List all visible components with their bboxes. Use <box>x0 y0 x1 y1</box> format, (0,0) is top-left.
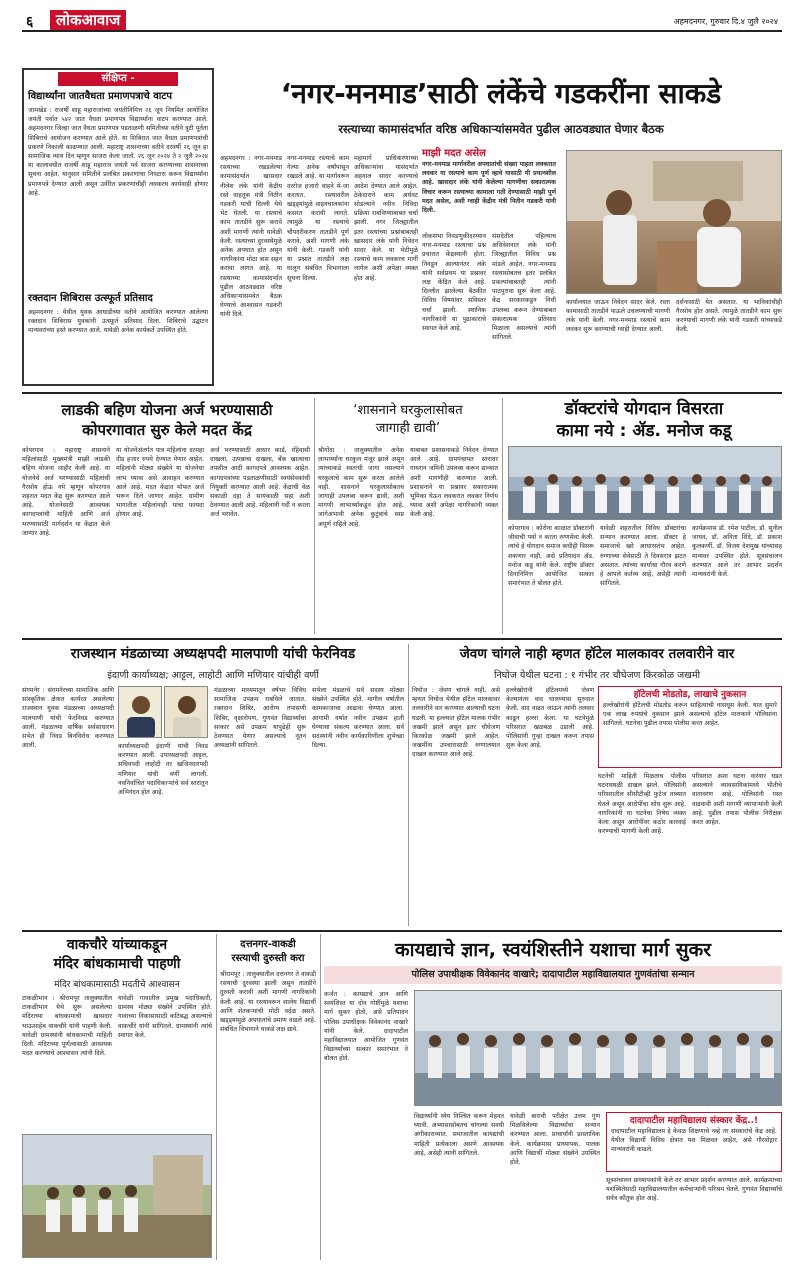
rajasthan-col3: मंडळाच्या माध्यमातून वर्षभर विविध सामाजिक उपक्रम राबविले जातात. रक्तदान शिबिर, आरोग्य तपासणी शिबिर, वृक्षारोपण, गुणवंत विद्यार्थ्यांचा सत्कार असे उपक्रम यापुढेही सुरू ठेवण्यात येणार असल्याचे नूतन अध्यक्षांनी सांगितले. <box>214 687 306 750</box>
page-number: ६ <box>26 14 34 30</box>
lead-quote-label: माझी मदत असेल <box>422 148 486 159</box>
divider <box>22 392 782 394</box>
lead-caption-right: दर्शनासाठी येत असतात. या भाविकांचीही गैरसोय होत असते. त्यामुळे तातडीने काम सुरू करण्याची मागणी लंके यांनी गडकरी यांच्याकडे केली. <box>676 299 782 333</box>
doctor-col3: कार्यक्रमास डॉ. रमेश पाटील, डॉ. सुनील जाधव, डॉ. अनिता शिंदे, डॉ. प्रकाश कुलकर्णी, डॉ. विजय देशमुख यांच्यासह मान्यवर उपस्थित होते. सूत्रसंचालन करण्यात आले तर आभार प्रदर्शन मान्यवरांनी केले. <box>692 525 782 579</box>
rajasthan-col2: कार्याध्यक्षपदी इंदाणी यांची निवड करण्यात आली. उपाध्यक्षपदी आट्टल, सचिवपदी लाहोटी तर खजिनदारपदी मणियार यांची वर्णी लागली. नवनिर्वाचित पदाधिकाऱ्यांचे सर्व स्तरातून अभिनंदन होत आहे. <box>118 743 208 797</box>
doctor-col1: कोपरगाव : कोरोना काळात डॉक्टरांनी जीवाची पर्वा न करता रुग्णसेवा केली. त्यांचे हे योगदान समाज कधीही विसरू शकणार नाही, असे प्रतिपादन ॲड. मनोज कडू यांनी केले. राष्ट्रीय डॉक्टर दिनानिमित्त आयोजित सत्कार समारंभात ते बोलत होते. <box>508 525 594 588</box>
dattanagar-col1: श्रीरामपूर : तालुक्यातील दत्तनगर ते वाकडी रस्त्याची दुरवस्था झाली असून तातडीने दुरुस्ती करावी अशी मागणी नागरिकांनी केली आहे. या रस्त्यावरून शालेय विद्यार्थी आणि शेतकऱ्यांची मोठी वर्दळ असते. खड्ड्यांमुळे अपघातांचे प्रमाण वाढले आहे. संबंधित विभागाने याकडे लक्ष द्यावे. <box>220 971 316 1034</box>
doctor-headline-1: डॉक्टरांचे योगदान विसरता <box>564 399 724 419</box>
rajasthan-col1: संगमनेर : संगमनेरच्या सामाजिक आणि सांस्कृतिक क्षेत्रात कार्यरत असलेल्या राजस्थान युवक मंडळाच्या अध्यक्षपदी मालपाणी यांची फेरनिवड करण्यात आली. मंडळाच्या वार्षिक सर्वसाधारण सभेत ही निवड बिनविरोध करण्यात आली. <box>22 687 114 750</box>
ladki-headline-1: लाडकी बहिण योजना अर्ज भरण्यासाठी <box>61 401 273 419</box>
hotel-col1: निघोज : जेवण चांगले नाही, असे म्हणत निघोज येथील हॉटेल मालकावर तलवारीने वार करण्यात आल्याची घटना घडली. या हल्ल्यात हॉटेल मालक गंभीर जखमी झाले असून इतर चौघेजण किरकोळ जखमी झाले आहेत. जखमींना उपचारासाठी रुग्णालयात दाखल करण्यात आले आहे. <box>412 687 500 759</box>
vakchaure-headline-2: मंदिर बांधकामाची पाहणी <box>53 956 181 972</box>
ladki-col2: या योजनेअंतर्गत पात्र महिलांना दरमहा दीड हजार रुपये देण्यात येणार आहेत. महिलांनी मोठ्या संख्येने या योजनेचा लाभ घ्यावा असे आवाहन करण्यात आले आहे. मदत केंद्रात मोफत अर्ज भरून दिले जाणार आहेत. ग्रामीण भागातील महिलांनाही याचा फायदा होणार आहे. <box>116 447 204 519</box>
divider <box>314 398 315 634</box>
masthead-logo: लोकआवाज <box>50 10 126 30</box>
shasan-col2: याबाबत प्रशासनाकडे निवेदन देण्यात आले आहे. ग्रामपंचायत स्तरावर गायरान जमिनी उपलब्ध करून द्याव्यात अशी मागणीही करण्यात आली. प्रशासनाने या प्रश्नावर सकारात्मक भूमिका घेऊन लवकरात लवकर निर्णय घ्यावा अशी अपेक्षा नागरिकांनी व्यक्त केली आहे. <box>410 447 498 519</box>
rajasthan-headline: राजस्थान मंडळाच्या अध्यक्षपदी मालपाणी यांची फेरनिवड <box>70 646 356 662</box>
kayda-col3: यावेळी बारावी परीक्षेत उत्तम गुण मिळविलेल्या विद्यार्थ्यांचा सन्मान करण्यात आला. प्राचार्यांनी प्रास्ताविक केले. कार्यक्रमास प्राध्यापक, पालक आणि विद्यार्थी मोठ्या संख्येने उपस्थित होते. <box>510 1113 600 1167</box>
hotel-box-body: हल्लेखोरांनी हॉटेलची मोडतोड करून साहित्याची नासधूस केली. यात सुमारे एक लाख रुपयांचे नुकसान झाले असल्याचे हॉटेल मालकाने पोलिसांना सांगितले. घटनेचा पुढील तपास पोलीस करत आहेत. <box>603 702 777 728</box>
ladki-headline-2: कोपरगावात सुरु केले मदत केंद्र <box>82 421 252 439</box>
doctor-headline-2: कामा नये : ॲड. मनोज कडू <box>556 421 732 441</box>
shasan-col1: श्रीगोंदा : तालुक्यातील अनेक लाभार्थ्यांना घरकुल मंजूर झाले असून त्यांच्याकडे स्वतःची जागा नसल्याने घरकुलाचे काम सुरू करता आलेले नाही. शासनाने घरकुलासोबतच जागाही उपलब्ध करून द्यावी, अशी मागणी लाभार्थ्यांकडून होत आहे. जागेअभावी अनेक कुटुंबांचे स्वप्न अपूर्ण राहिले आहे. <box>318 447 404 528</box>
lead-quote-body: नगर-मनमाड मार्गावरील अपघातांची संख्या पाहता लवकरात लवकर या रस्त्याचे काम पूर्ण व्हावे यासाठी मी प्रयत्नशील आहे. खासदार लंके यांनी केलेल्या मागणीचा सकारात्मक विचार करून रस्त्याच्या कामाला गती देण्यासाठी माझी पूर्ण मदत असेल, अशी ग्वाही केंद्रीय मंत्री नितीन गडकरी यांनी दिली. <box>422 161 556 215</box>
hotel-headline: जेवण चांगले नाही म्हणत हॉटेल मालकावर तलवारीने वार <box>459 646 735 662</box>
hotel-col3: घटनेची माहिती मिळताच पोलीस घटनास्थळी दाखल झाले. पोलिसांनी परिसरातील सीसीटीव्ही फुटेज ताब्यात घेतले असून आरोपींचा शोध सुरू आहे. नागरिकांनी या घटनेचा निषेध व्यक्त केला असून आरोपींवर कठोर कारवाई करण्याची मागणी केली आहे. <box>598 773 686 836</box>
lead-col5: संसदेतील पहिल्याच अधिवेशनात लंके यांनी जिल्ह्यातील विविध प्रश्न मांडले आहेत. नगर-मनमाड रस्त्यासोबतच इतर प्रलंबित प्रकल्पांबाबतही त्यांनी पाठपुरावा सुरू केला आहे. केंद्र सरकारकडून निधी उपलब्ध करून देण्याबाबत सकारात्मक प्रतिसाद मिळाला असल्याचे त्यांनी सांगितले. <box>492 233 556 342</box>
kayda-photo-art <box>415 991 782 1106</box>
kayda-box <box>606 1112 782 1172</box>
ladki-col3: अर्ज भरण्यासाठी आधार कार्ड, रहिवासी दाखला, उत्पन्नाचा दाखला, बँक खात्याचा तपशील आदी कागदपत्रे आवश्यक आहेत. कागदपत्रांच्या पडताळणीसाठी स्वयंसेवकांची नियुक्ती करण्यात आली आहे. केंद्राची वेळ सकाळी दहा ते सायंकाळी सहा अशी ठेवण्यात आली आहे. महिलांनी गर्दी न करता अर्ज भरावेत. <box>210 447 310 519</box>
kayda-col1: कर्जत : कायद्याचे ज्ञान आणि स्वयंशिस्त या दोन गोष्टींमुळे यशाचा मार्ग सुकर होतो, असे प्रतिपादन पोलिस उपाधीक्षक विवेकानंद वाखारे यांनी केले. दादापाटील महाविद्यालयात आयोजित गुणवंत विद्यार्थ्यांच्या सत्कार समारंभात ते बोलत होते. <box>324 991 408 1063</box>
sankshipt-item2-body: अहमदनगर : येथील युवक आघाडीच्या वतीने आयोजित करण्यात आलेल्या रक्तदान शिबिरास युवकांनी उत्स्फूर्त प्रतिसाद दिला. शिबिराचे उद्घाटन मान्यवरांच्या हस्ते करण्यात आले. यावेळी अनेक कार्यकर्ते उपस्थित होते. <box>28 309 208 335</box>
dattanagar-headline-1: दत्तनगर-वाकडी <box>240 939 296 950</box>
divider <box>502 398 503 634</box>
lead-headline: ‘नगर-मनमाड’साठी लंकेंचे गडकरींना साकडे <box>280 77 722 110</box>
rajasthan-col4: सभेला मंडळाचे सर्व सदस्य मोठ्या संख्येने उपस्थित होते. मागील वर्षातील कामकाजाचा आढावा घेण्यात आला. आगामी वर्षात नवीन उपक्रम हाती घेण्याचा संकल्प करण्यात आला. सर्व सदस्यांनी नवीन कार्यकारिणीला शुभेच्छा दिल्या. <box>312 687 404 750</box>
lead-col4: लोकसभा निवडणुकीदरम्यान नगर-मनमाड रस्त्याचा प्रश्न प्रचारात केंद्रस्थानी होता. निवडून आल्यानंतर लंके यांनी सर्वप्रथम या प्रश्नावर लक्ष केंद्रित केले आहे. दिल्लीत झालेल्या बैठकीत विविध विषयांवर सविस्तर चर्चा झाली. स्थानिक नागरिकांनी या पुढाकाराचे स्वागत केले आहे. <box>422 233 486 333</box>
sankshipt-item2-title: रक्तदान शिबिरास उत्स्फूर्त प्रतिसाद <box>28 293 153 304</box>
kayda-headline: कायद्याचे ज्ञान, स्वयंशिस्तीने यशाचा मार्ग सुकर <box>395 939 711 961</box>
kayda-col2: विद्यार्थ्यांनी ध्येय निश्चित करून मेहनत घ्यावी. अभ्यासासोबतच चांगल्या सवयी अंगीकाराव्यात. समाजातील कायद्यांची माहिती प्रत्येकाला असणे आवश्यक आहे, असेही त्यांनी सांगितले. <box>414 1113 504 1157</box>
lead-col3: महामार्ग प्राधिकरणाच्या अधिकाऱ्यांना यासंदर्भात अहवाल सादर करण्याचे आदेश देण्यात आले आहेत. ठेकेदाराने काम अर्धवट सोडल्याने नवीन निविदा प्रक्रिया राबविण्याबाबत चर्चा झाली. नगर जिल्ह्यातील इतर रस्त्यांच्या प्रश्नांबाबतही खासदार लंके यांनी निवेदन सादर केले. या भेटीमुळे रस्त्याचे काम लवकरच मार्गी लागेल अशी अपेक्षा व्यक्त होत आहे. <box>354 155 418 282</box>
lead-photo-art <box>567 151 782 294</box>
kayda-photo <box>414 990 782 1106</box>
vakchaure-photo-art <box>23 1135 212 1258</box>
hotel-box-title: हॉटेलची मोडतोड, लाखाचे नुकसान <box>633 690 747 700</box>
kayda-col4: सूत्रसंचालन प्राध्यापकांनी केले तर आभार प्रदर्शन करण्यात आले. कार्यक्रमाच्या यशस्वितेसाठी महाविद्यालयातील कर्मचाऱ्यांनी परिश्रम घेतले. गुणवंत विद्यार्थ्यांचे सर्वत्र कौतुक होत आहे. <box>606 1177 782 1203</box>
kayda-subhead: पोलिस उपाधीक्षक विवेकानंद वाखारे; दादापाटील महाविद्यालयात गुणवंतांचा सन्मान <box>411 969 695 980</box>
divider <box>216 934 217 1260</box>
doctor-photo-art <box>509 447 782 520</box>
vakchaure-headline-1: वाकचौरे यांच्याकडून <box>66 937 168 953</box>
sankshipt-item1-title: विद्यार्थ्यांना जातवैधता प्रमाणपत्राचे वाटप <box>28 91 173 102</box>
shasan-headline-2: जागाही द्यावी’ <box>375 421 441 436</box>
lead-caption-left: कार्यालयात जाऊन निवेदन सादर केले. रस्ता कामासाठी तातडीने पाऊले उचलण्याची मागणी लंके यांनी केली. नगर-मनमाड रस्त्याचे काम लवकर सुरू करण्याची ग्वाही देण्यात आली. <box>566 299 670 333</box>
dateline: अहमदनगर, गुरुवार दि.४ जुलै २०२४ <box>673 17 778 26</box>
divider <box>320 934 321 1260</box>
kayda-box-body: दादापाटील महाविद्यालय हे केवळ शिक्षणाचे नव्हे तर संस्कारांचे केंद्र आहे. येथील विद्यार्थी विविध क्षेत्रात यश मिळवत आहेत, असे गौरवोद्गार मान्यवरांनी काढले. <box>611 1128 777 1154</box>
shasan-headline-1: ‘शासनाने घरकुलासोबत <box>353 403 463 418</box>
divider <box>408 644 409 926</box>
hotel-col4: परिसरात अशा घटना वारंवार घडत असल्याने व्यावसायिकांमध्ये भीतीचे वातावरण आहे. पोलिसांनी गस्त वाढवावी अशी मागणी व्यापाऱ्यांनी केली आहे. पुढील तपास पोलीस निरीक्षक करत आहेत. <box>692 773 782 827</box>
hotel-col2: हल्लेखोरांनी हॉटेलमध्ये जेवण केल्यानंतर वाद घालण्यास सुरुवात केली. वाद वाढत जाऊन त्यांनी तलवार काढून हल्ला केला. या घटनेमुळे परिसरात खळबळ उडाली आहे. पोलिसांनी गुन्हा दाखल करून तपास सुरू केला आहे. <box>506 687 594 750</box>
vakchaure-col2: यावेळी गावातील प्रमुख पदाधिकारी, ग्रामस्थ मोठ्या संख्येने उपस्थित होते. गावाच्या विकासासाठी कटिबद्ध असल्याचे वाकचौरे यांनी सांगितले. ग्रामस्थांनी त्यांचे स्वागत केले. <box>118 995 212 1039</box>
rajasthan-subhead: इंदाणी कार्याध्यक्ष; आट्टल, लाहोटी आणि मणियार यांचीही वर्णी <box>107 670 319 681</box>
masthead <box>22 10 782 32</box>
lead-col2: नगर-मनमाड रस्त्याचे काम गेल्या अनेक वर्षांपासून रखडले आहे. या मार्गावरून दररोज हजारो वाहने ये-जा करतात. रस्त्यावरील खड्ड्यांमुळे वाहनचालकांना कसरत करावी लागते. त्यामुळे या रस्त्याचे चौपदरीकरण तातडीने पूर्ण करावे, अशी मागणी लंके यांनी केली. गडकरी यांनी या प्रश्नात तातडीने लक्ष घालून संबंधित विभागाला सूचना दिल्या. <box>287 155 349 282</box>
sankshipt-box <box>22 68 214 386</box>
divider <box>22 930 782 932</box>
doctor-col2: यावेळी शहरातील विविध डॉक्टरांचा सन्मान करण्यात आला. डॉक्टर हे समाजाचे खरे आधारस्तंभ आहेत. रुग्णांच्या सेवेसाठी ते दिवसरात्र झटत असतात. त्यांच्या कार्याचा गौरव करणे हे आपले कर्तव्य आहे, असेही त्यांनी सांगितले. <box>600 525 686 588</box>
person-photo <box>119 687 162 738</box>
vakchaure-subhead: मंदिर बांधकामासाठी मदतीचे आश्वासन <box>54 980 180 990</box>
person-photo <box>165 687 208 738</box>
vakchaure-col1: टाकळीभान : श्रीरामपूर तालुक्यातील टाकळीभान येथे सुरू असलेल्या मंदिराच्या बांधकामाची खासदार भाऊसाहेब वाकचौरे यांनी पाहणी केली. यावेळी ग्रामस्थांनी बांधकामाची माहिती दिली. मंदिराच्या पूर्णत्वासाठी आवश्यक मदत करण्याचे आश्वासन त्यांनी दिले. <box>22 995 112 1058</box>
divider <box>22 638 782 640</box>
hotel-subhead: निघोज येथील घटना : १ गंभीर तर चौघेजण किरकोळ जखमी <box>493 670 701 681</box>
lead-quote-box <box>422 148 556 228</box>
dattanagar-headline-2: रस्त्याची दुरुस्ती करा <box>231 953 305 964</box>
vakchaure-photo <box>22 1134 212 1258</box>
lead-subhead: रस्त्याच्या कामासंदर्भात वरिष्ठ अधिकाऱ्यांसमवेत पुढील आठवड्यात घेणार बैठक <box>338 122 664 136</box>
doctor-photo <box>508 446 782 520</box>
rajasthan-photo-1 <box>118 686 162 738</box>
hotel-box <box>598 686 782 768</box>
lead-photo <box>566 150 782 294</box>
sankshipt-item1-body: जामखेड : राजर्षी शाहू महाराजांच्या जयंतीनिमित्त २६ जून नियमित आयोजित जयंती पर्वात ५४२ जात वैधता प्रमाणपत्र विद्यार्थ्यांना वाटप करण्यात आले. अहमदनगर जिल्हा जात वैधता प्रमाणपत्र पडताळणी समितीच्या वतीने त्रुटी पूर्तता शिबिराचे आयोजन करण्यात आले होते. या शिबिरात जात वैधता प्रमाणपत्रांची प्रकरणे निकाली काढण्यात आली. महाराष्ट्र शासनाच्या वतीने दरवर्षी २६ जून हा सामाजिक न्याय दिन म्हणून साजरा केला जातो. २६ जून २०२४ ते २ जुलै २०२४ या कालावधीत राजर्षी शाहू महाराज जयंती पर्व साजरा करण्याच्या शासनाच्या सूचना आहेत. यानुसार समितीने प्रलंबित प्रकरणांचा निपटारा करून विद्यार्थ्यांना प्रमाणपत्रे देण्यात आली असून उर्वरित प्रकरणांचीही लवकरच कार्यवाही होणार आहे. <box>28 107 208 197</box>
kayda-subhead-bar <box>324 966 782 984</box>
sankshipt-label: संक्षिप्त - <box>58 72 178 86</box>
kayda-box-title: दादापाटील महाविद्यालय संस्कार केंद्र..! <box>629 1116 759 1126</box>
lead-col1: अहमदनगर : नगर-मनमाड रस्त्याच्या रखडलेल्या कामासंदर्भात खासदार नीलेश लंके यांनी केंद्रीय रस्ते वाहतूक मंत्री नितीन गडकरी यांची दिल्ली येथे भेट घेतली. या रस्त्याचे काम तातडीने सुरू करावे अशी मागणी त्यांनी यावेळी केली. रस्त्याच्या दुरवस्थेमुळे अनेक अपघात होत असून नागरिकांना मोठा त्रास सहन करावा लागत आहे. या रस्त्याच्या कामासंदर्भात पुढील आठवड्यात वरिष्ठ अधिकाऱ्यांसमवेत बैठक घेण्याचे आश्वासन गडकरी यांनी दिले. <box>220 155 282 319</box>
ladki-col1: कोपरगाव : महाराष्ट्र शासनाने महिलांसाठी मुख्यमंत्री माझी लाडकी बहिण योजना जाहीर केली आहे. या योजनेचे अर्ज भरण्यासाठी महिलांची गैरसोय होऊ नये म्हणून कोपरगाव शहरात मदत केंद्र सुरू करण्यात आले आहे. योजनेसाठी आवश्यक कागदपत्रांची माहिती आणि अर्ज भरण्यासाठी मार्गदर्शन या केंद्रात केले जाणार आहे. <box>22 447 110 537</box>
rajasthan-photo-2 <box>164 686 208 738</box>
